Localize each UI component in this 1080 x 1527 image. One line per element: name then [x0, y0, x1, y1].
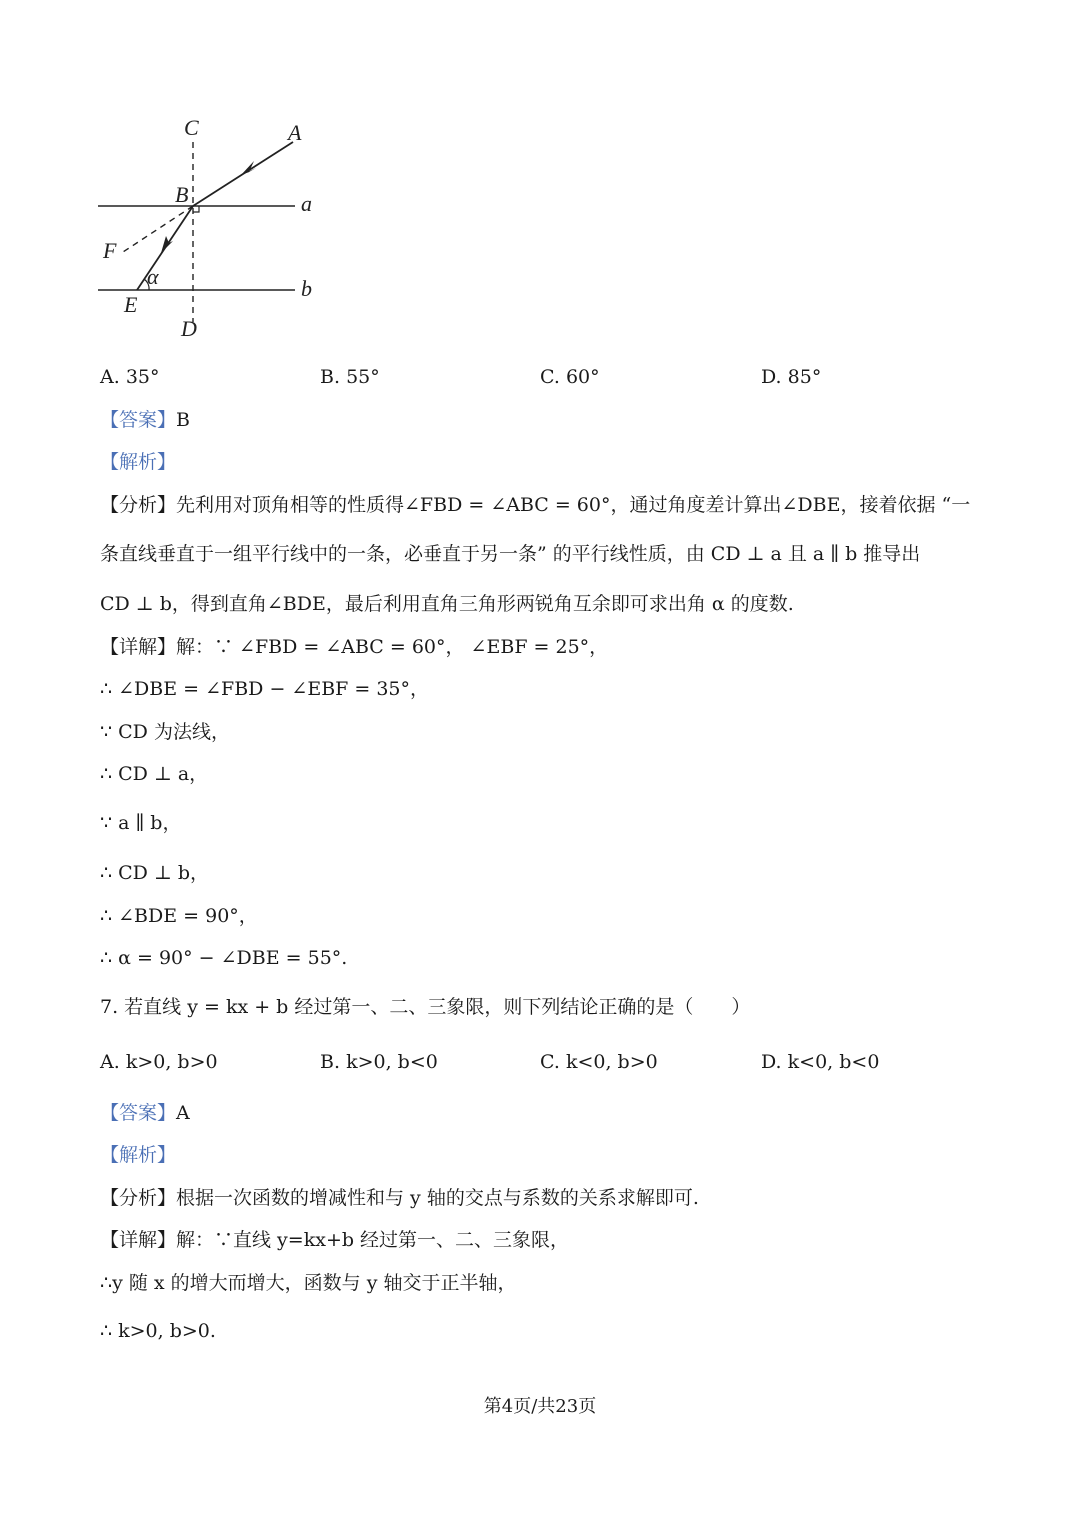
q6-step-2: ∴ ∠DBE = ∠FBD − ∠EBF = 35°，: [100, 678, 430, 700]
q6-step-4: ∴ CD ⊥ a，: [100, 763, 209, 785]
q6-option-d[interactable]: D. 85°: [761, 366, 822, 388]
extension-bf: [123, 206, 193, 252]
q6-fenxi-line-1: 【分析】先利用对顶角相等的性质得∠FBD = ∠ABC = 60°，通过角度差计算出∠DBE，接着依据 “一: [100, 494, 971, 516]
q7-step-2: ∴y 随 x 的增大而增大，函数与 y 轴交于正半轴，: [100, 1272, 517, 1294]
q6-option-b[interactable]: B. 55°: [320, 366, 380, 388]
q6-step-6: ∴ CD ⊥ b，: [100, 862, 210, 884]
label-f: F: [103, 238, 117, 263]
q7-step-1: 【详解】解：∵直线 y=kx+b 经过第一、二、三象限，: [100, 1229, 570, 1251]
label-b-point: B: [175, 182, 189, 207]
q6-fenxi-line-2: 条直线垂直于一组平行线中的一条，必垂直于另一条” 的平行线性质，由 CD ⊥ a 且 a ∥ b 推导出: [100, 543, 921, 565]
q7-option-c[interactable]: C. k<0, b>0: [540, 1051, 658, 1073]
page-footer: 第4页/共23页: [483, 1396, 597, 1417]
q7-option-d[interactable]: D. k<0, b<0: [761, 1051, 880, 1073]
q6-answer: 【答案】B: [100, 409, 190, 431]
label-e: E: [124, 292, 138, 317]
q6-fenxi-line-3: CD ⊥ b，得到直角∠BDE，最后利用直角三角形两锐角互余即可求出角 α 的度数.: [100, 593, 794, 615]
q7-fenxi: 【分析】根据一次函数的增减性和与 y 轴的交点与系数的关系求解即可.: [100, 1187, 699, 1209]
right-angle-mark: [193, 206, 199, 212]
q7-stem: 7. 若直线 y = kx + b 经过第一、二、三象限，则下列结论正确的是（ ）: [100, 996, 751, 1018]
q7-option-a[interactable]: A. k>0, b>0: [100, 1051, 218, 1073]
q6-option-a[interactable]: A. 35°: [100, 366, 160, 388]
label-b-line: b: [301, 276, 312, 301]
q7-step-3: ∴ k>0, b>0.: [100, 1320, 216, 1342]
label-a-line: a: [301, 191, 312, 216]
q7-option-b[interactable]: B. k>0, b<0: [320, 1051, 438, 1073]
q6-option-c[interactable]: C. 60°: [540, 366, 600, 388]
geometry-figure: [95, 112, 335, 347]
label-c: C: [184, 115, 199, 140]
q7-analysis-heading: 【解析】: [100, 1144, 177, 1166]
q7-answer: 【答案】A: [100, 1102, 190, 1124]
label-a-point: A: [288, 120, 302, 145]
q6-step-5: ∵ a ∥ b，: [100, 812, 182, 834]
q6-step-7: ∴ ∠BDE = 90°，: [100, 905, 258, 927]
label-alpha: α: [147, 264, 159, 289]
label-d: D: [181, 316, 197, 341]
q6-analysis-heading: 【解析】: [100, 451, 177, 473]
q6-step-1: 【详解】解：∵ ∠FBD = ∠ABC = 60°， ∠EBF = 25°，: [100, 636, 609, 658]
q6-step-8: ∴ α = 90° − ∠DBE = 55°.: [100, 947, 348, 969]
q6-step-3: ∵ CD 为法线，: [100, 721, 230, 743]
